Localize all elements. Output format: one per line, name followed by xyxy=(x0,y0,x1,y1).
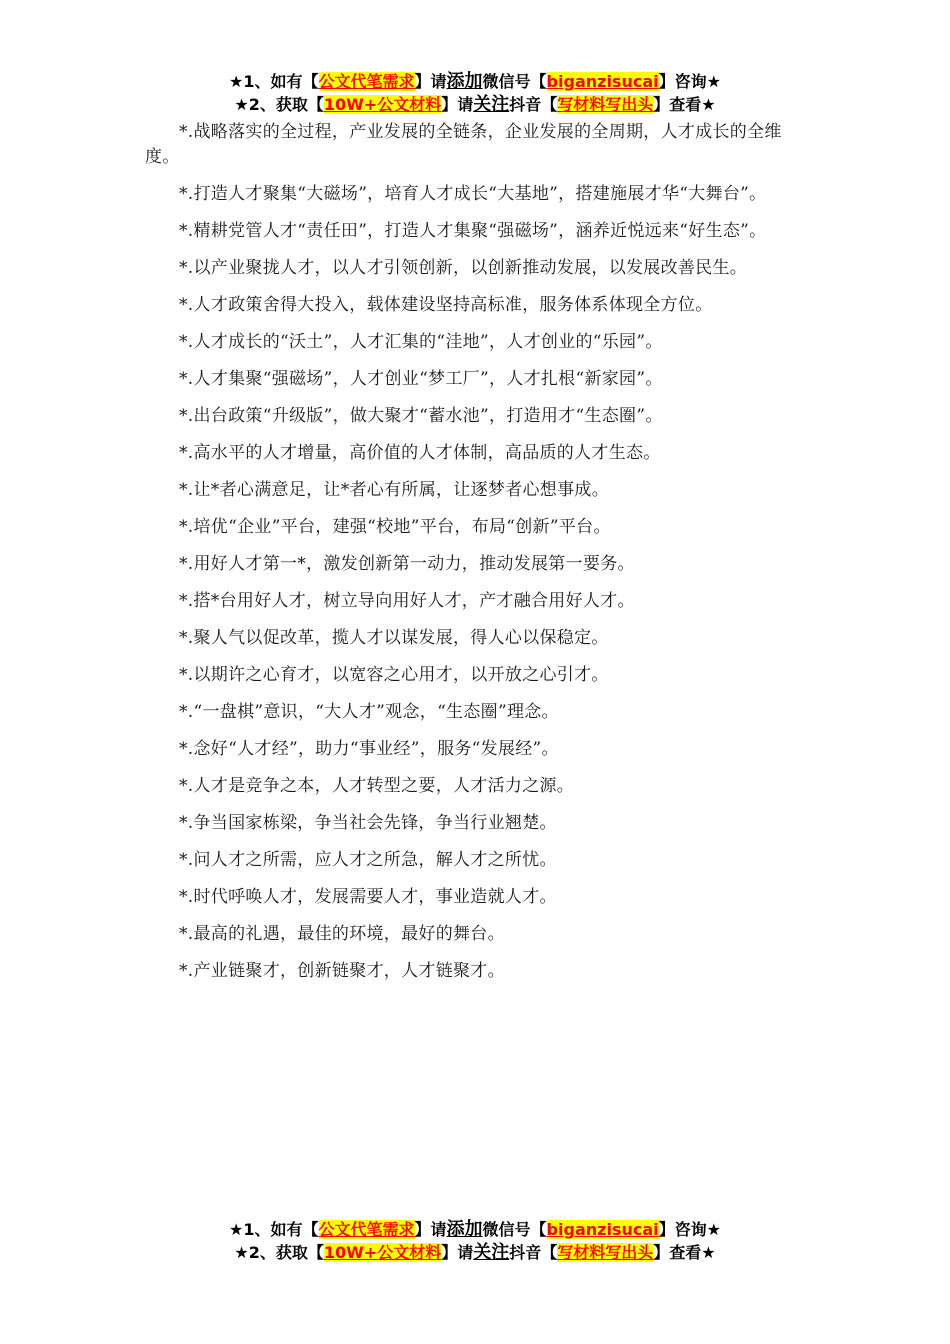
paragraph: *.“一盘棋”意识，“大人才”观念，“生态圈”理念。 xyxy=(179,702,559,722)
header-line-1-mid: 】请 xyxy=(414,72,447,91)
footer-highlight-materials: 10W+公文材料 xyxy=(323,1243,442,1262)
footer-line-2-prefix: ★2、获取【 xyxy=(234,1243,324,1262)
header-highlight-douyin-id: 写材料写出头 xyxy=(557,95,654,114)
paragraph: *.以产业聚拢人才，以人才引领创新，以创新推动发展，以发展改善民生。 xyxy=(179,258,748,278)
footer-highlight-service: 公文代笔需求 xyxy=(318,1220,415,1239)
header-line-1-suffix: 】咨询★ xyxy=(658,72,721,91)
paragraph: *.争当国家栋梁，争当社会先锋，争当行业翘楚。 xyxy=(179,813,557,833)
header-highlight-wechat-id: biganzisucai xyxy=(546,72,659,91)
footer-highlight-wechat-id: biganzisucai xyxy=(546,1220,659,1239)
footer-banner xyxy=(0,1218,950,1264)
header-line-2-prefix: ★2、获取【 xyxy=(234,95,324,114)
footer-line-1-mid2: 微信号【 xyxy=(482,1220,547,1239)
paragraph: *.聚人气以促改革，揽人才以谋发展，得人心以保稳定。 xyxy=(179,628,609,648)
footer-line-2-mid: 】请 xyxy=(441,1243,474,1262)
paragraph: *.最高的礼遇，最佳的环境，最好的舞台。 xyxy=(179,924,505,944)
footer-line-1-prefix: ★1、如有【 xyxy=(229,1220,319,1239)
header-line-1 xyxy=(0,70,950,93)
footer-line-2 xyxy=(0,1241,950,1264)
paragraph: *.时代呼唤人才，发展需要人才，事业造就人才。 xyxy=(179,887,557,907)
paragraph: *.以期许之心育才，以宽容之心用才，以开放之心引才。 xyxy=(179,665,609,685)
footer-line-2-mid2: 抖音【 xyxy=(509,1243,558,1262)
header-line-2-suffix: 】查看★ xyxy=(653,95,716,114)
footer-line-1-mid: 】请 xyxy=(414,1220,447,1239)
paragraph: *.产业链聚才，创新链聚才，人才链聚才。 xyxy=(179,961,505,981)
paragraph: *.让*者心满意足，让*者心有所属，让逐梦者心想事成。 xyxy=(179,480,610,500)
header-highlight-materials: 10W+公文材料 xyxy=(323,95,442,114)
paragraph: *.打造人才聚集“大磁场”，培育人才成长“大基地”，搭建施展才华“大舞台”。 xyxy=(179,184,767,204)
footer-highlight-douyin-id: 写材料写出头 xyxy=(557,1243,654,1262)
footer-emph-follow: 关注 xyxy=(473,1242,510,1263)
paragraph: *.战略落实的全过程，产业发展的全链条，企业发展的全周期，人才成长的全维度。 xyxy=(145,122,782,167)
paragraph: *.人才是竞争之本，人才转型之要，人才活力之源。 xyxy=(179,776,575,796)
paragraph: *.出台政策“升级版”，做大聚才“蓄水池”，打造用才“生态圈”。 xyxy=(179,406,663,426)
paragraph: *.人才集聚“强磁场”，人才创业“梦工厂”，人才扎根“新家园”。 xyxy=(179,369,663,389)
header-emph-follow: 关注 xyxy=(473,94,510,115)
paragraph: *.搭*台用好人才，树立导向用好人才，产才融合用好人才。 xyxy=(179,591,635,611)
header-line-2-mid2: 抖音【 xyxy=(509,95,558,114)
paragraph: *.人才成长的“沃土”，人才汇集的“洼地”，人才创业的“乐园”。 xyxy=(179,332,663,352)
footer-emph-add: 添加 xyxy=(446,1219,483,1240)
paragraph: *.精耕党管人才“责任田”，打造人才集聚“强磁场”，涵养近悦远来“好生态”。 xyxy=(179,221,767,241)
paragraph: *.高水平的人才增量，高价值的人才体制，高品质的人才生态。 xyxy=(179,443,661,463)
header-emph-add: 添加 xyxy=(446,71,483,92)
header-highlight-service: 公文代笔需求 xyxy=(318,72,415,91)
paragraph: *.人才政策舍得大投入，载体建设坚持高标准，服务体系体现全方位。 xyxy=(179,295,713,315)
paragraph: *.培优“企业”平台，建强“校地”平台，布局“创新”平台。 xyxy=(179,517,611,537)
footer-line-2-suffix: 】查看★ xyxy=(653,1243,716,1262)
paragraph: *.念好“人才经”，助力“事业经”，服务“发展经”。 xyxy=(179,739,559,759)
header-line-2 xyxy=(0,93,950,116)
paragraph: *.问人才之所需，应人才之所急，解人才之所忧。 xyxy=(179,850,557,870)
footer-line-1 xyxy=(0,1218,950,1241)
document-body xyxy=(145,120,807,996)
header-line-1-mid2: 微信号【 xyxy=(482,72,547,91)
header-line-1-prefix: ★1、如有【 xyxy=(229,72,319,91)
footer-line-1-suffix: 】咨询★ xyxy=(658,1220,721,1239)
header-banner xyxy=(0,70,950,116)
header-line-2-mid: 】请 xyxy=(441,95,474,114)
paragraph: *.用好人才第一*，激发创新第一动力，推动发展第一要务。 xyxy=(179,554,635,574)
